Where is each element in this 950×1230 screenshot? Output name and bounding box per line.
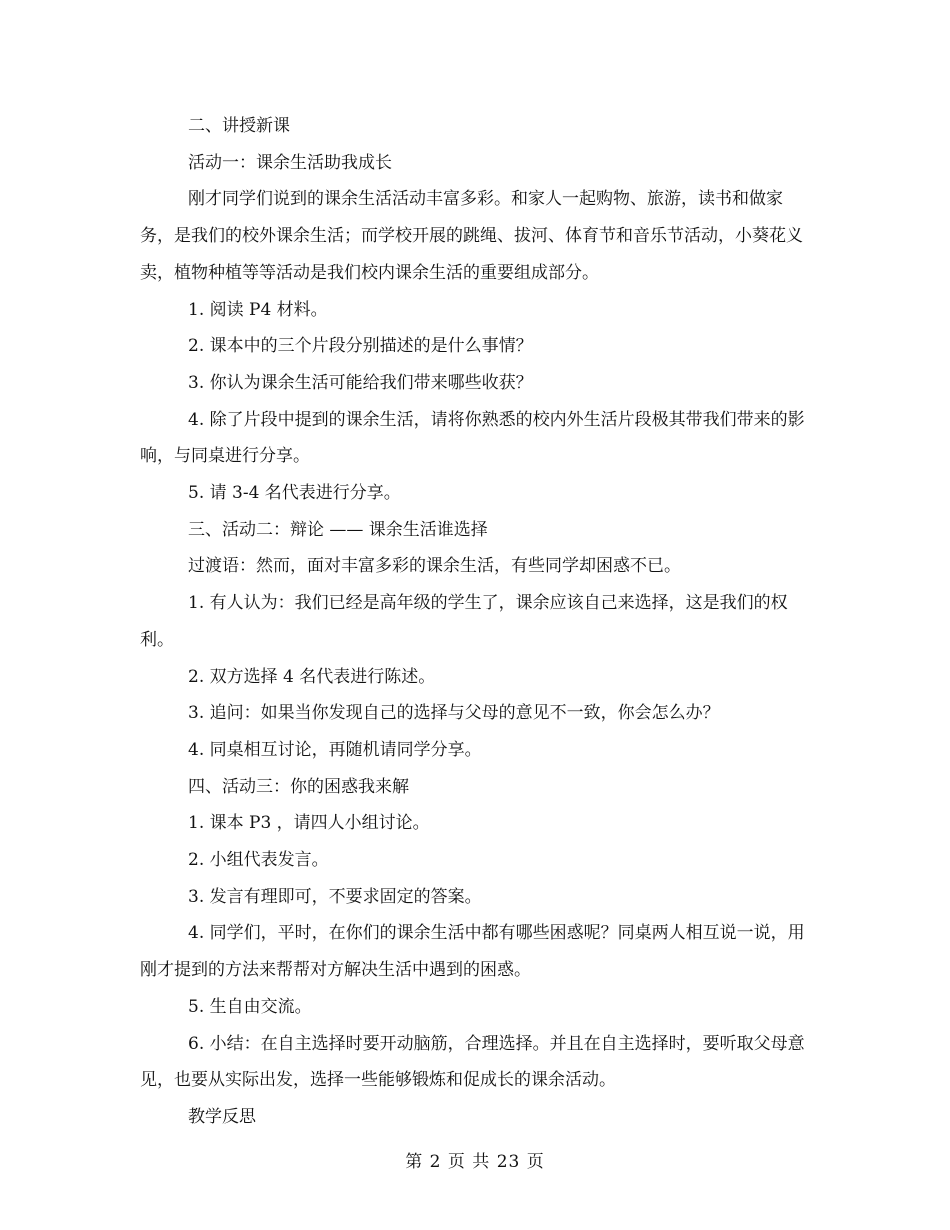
- intro-paragraph: 刚才同学们说到的课余生活活动丰富多彩。和家人一起购物、旅游，读书和做家务，是我们的校外课余生活；而学校开展的跳绳、拔河、体育节和音乐节活动，小葵花义卖，植物种植等等活动是我们校内课余生活的重要组成部分。: [140, 189, 803, 283]
- list-item: 5. 生自由交流。: [188, 996, 312, 1017]
- activity-heading-2: 三、活动二：辩论 —— 课余生活谁选择: [188, 519, 488, 540]
- list-item: 4. 除了片段中提到的课余生活，请将你熟悉的校内外生活片段极其带我们带来的影响，与同桌进行分享。: [140, 409, 805, 467]
- transition-paragraph: 过渡语：然而，面对丰富多彩的课余生活，有些同学却困惑不已。: [188, 556, 681, 577]
- list-item: 4. 同学们，平时，在你们的课余生活中都有哪些困惑呢？同桌两人相互说一说，用刚才提到的方法来帮帮对方解决生活中遇到的困惑。: [140, 923, 805, 981]
- document-body: [140, 108, 812, 1136]
- activity-heading-1: 活动一：课余生活助我成长: [188, 152, 392, 173]
- list-item: 1. 有人认为：我们已经是高年级的学生了，课余应该自己来选择，这是我们的权利。: [140, 593, 788, 650]
- list-item: 3. 追问：如果当你发现自己的选择与父母的意见不一致，你会怎么办？: [188, 703, 720, 724]
- list-item: 5. 请 3-4 名代表进行分享。: [188, 483, 401, 504]
- page-number-label: 第 2 页 共 23 页: [405, 1152, 545, 1172]
- activity-heading-3: 四、活动三：你的困惑我来解: [188, 776, 409, 797]
- list-item: 3. 你认为课余生活可能给我们带来哪些收获？: [188, 372, 533, 393]
- list-item: 3. 发言有理即可，不要求固定的答案。: [188, 886, 482, 907]
- list-item: 4. 同桌相互讨论，再随机请同学分享。: [188, 739, 482, 760]
- list-item: 2. 课本中的三个片段分别描述的是什么事情？: [188, 336, 533, 357]
- summary-paragraph: 6. 小结：在自主选择时要开动脑筋，合理选择。并且在自主选择时，要听取父母意见，也要从实际出发，选择一些能够锻炼和促成长的课余活动。: [140, 1033, 805, 1091]
- list-item: 2. 小组代表发言。: [188, 850, 329, 871]
- page-footer: [0, 1150, 950, 1174]
- reflection-heading: 教学反思: [188, 1106, 256, 1127]
- list-item: 2. 双方选择 4 名代表进行陈述。: [188, 666, 436, 687]
- list-item: 1. 课本 P3 ，请四人小组讨论。: [188, 813, 430, 834]
- section-heading-new-lesson: 二、讲授新课: [188, 116, 290, 136]
- list-item: 1. 阅读 P4 材料。: [188, 299, 328, 320]
